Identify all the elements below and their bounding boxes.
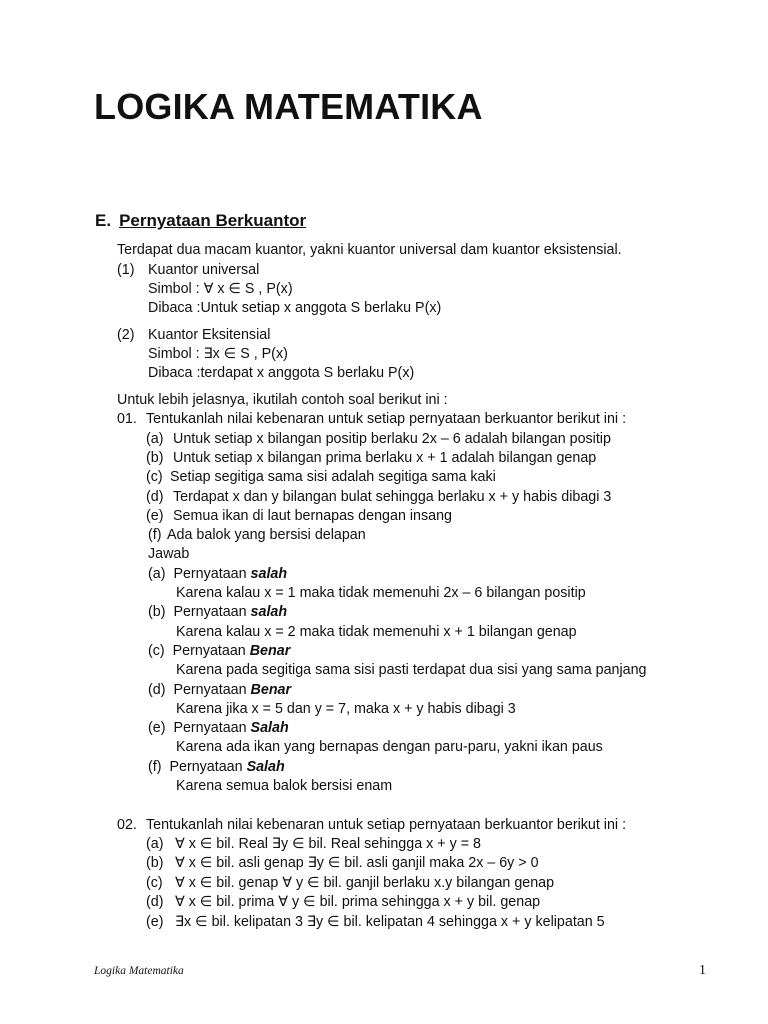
answer-label-d: (d) xyxy=(148,682,166,698)
answer-c xyxy=(148,642,290,661)
quantifier-1-symbol: Simbol : ∀ x ∈ S , P(x) xyxy=(148,281,293,297)
answer-e xyxy=(148,719,289,738)
footer-title: Logika Matematika xyxy=(94,965,184,977)
question-1-num: 01. xyxy=(117,411,137,427)
answer-d xyxy=(148,681,291,700)
question-2-prompt: Tentukanlah nilai kebenaran untuk setiap pernyataan berkuantor berikut ini : xyxy=(146,817,627,833)
answer-label-a: (a) xyxy=(148,566,166,582)
answer-verdict: Salah xyxy=(246,759,285,775)
q2-item-label: (c) xyxy=(146,875,163,891)
q2-item-label: (a) xyxy=(146,836,164,852)
answer-prefix: Pernyataan xyxy=(173,720,247,736)
page-number: 1 xyxy=(699,963,706,978)
answer-prefix: Pernyataan xyxy=(173,682,247,698)
quantifier-1-num: (1) xyxy=(117,262,135,278)
answer-label: Jawab xyxy=(148,546,190,562)
q1-item-text: Semua ikan di laut bernapas dengan insang xyxy=(173,508,452,524)
answer-verdict: salah xyxy=(250,566,288,582)
answer-reason: Karena ada ikan yang bernapas dengan paru-paru, yakni ikan paus xyxy=(176,739,603,755)
q1-item-label: (c) xyxy=(146,469,163,485)
q1-item-label: (f) xyxy=(148,527,162,543)
answer-reason: Karena semua balok bersisi enam xyxy=(176,778,393,794)
answer-reason: Karena jika x = 5 dan y = 7, maka x + y habis dibagi 3 xyxy=(176,701,516,717)
page-title: LOGIKA MATEMATIKA xyxy=(94,86,483,127)
examples-intro: Untuk lebih jelasnya, ikutilah contoh soal berikut ini : xyxy=(117,392,448,408)
q2-item-text: ∀ x ∈ bil. genap ∀ y ∈ bil. ganjil berlaku x.y bilangan genap xyxy=(175,875,555,891)
quantifier-2-symbol: Simbol : ∃x ∈ S , P(x) xyxy=(148,346,288,362)
answer-f xyxy=(148,758,285,777)
q1-item-text: Untuk setiap x bilangan positip berlaku 2x – 6 adalah bilangan positip xyxy=(173,431,611,447)
answer-reason: Karena kalau x = 2 maka tidak memenuhi x + 1 bilangan genap xyxy=(176,624,577,640)
quantifier-2-num: (2) xyxy=(117,327,135,343)
answer-verdict: salah xyxy=(250,604,288,620)
answer-verdict: Benar xyxy=(250,682,292,698)
q2-item-text: ∀ x ∈ bil. prima ∀ y ∈ bil. prima sehingga x + y bil. genap xyxy=(175,894,541,910)
answer-label-f: (f) xyxy=(148,759,162,775)
answer-prefix: Pernyataan xyxy=(173,566,247,582)
section-heading xyxy=(95,211,306,231)
q1-item-label: (d) xyxy=(146,489,164,505)
q2-item-label: (e) xyxy=(146,914,164,930)
answer-reason: Karena pada segitiga sama sisi pasti terdapat dua sisi yang sama panjang xyxy=(176,662,647,678)
q1-item-text: Ada balok yang bersisi delapan xyxy=(167,527,366,543)
q2-item-text: ∀ x ∈ bil. asli genap ∃y ∈ bil. asli ganjil maka 2x – 6y > 0 xyxy=(175,855,539,871)
answer-verdict: Salah xyxy=(250,720,289,736)
q1-item-label: (b) xyxy=(146,450,164,466)
q2-item-text: ∃x ∈ bil. kelipatan 3 ∃y ∈ bil. kelipatan 4 sehingga x + y kelipatan 5 xyxy=(175,914,605,930)
q2-item-label: (d) xyxy=(146,894,164,910)
answer-b xyxy=(148,603,287,622)
answer-label-b: (b) xyxy=(148,604,166,620)
answer-reason: Karena kalau x = 1 maka tidak memenuhi 2x – 6 bilangan positip xyxy=(176,585,586,601)
q1-item-label: (e) xyxy=(146,508,164,524)
answer-prefix: Pernyataan xyxy=(169,759,243,775)
q1-item-label: (a) xyxy=(146,431,164,447)
section-title: Pernyataan Berkuantor xyxy=(119,211,307,230)
quantifier-2-read: Dibaca :terdapat x anggota S berlaku P(x) xyxy=(148,365,415,381)
quantifier-1-read: Dibaca :Untuk setiap x anggota S berlaku P(x) xyxy=(148,300,442,316)
quantifier-1-name: Kuantor universal xyxy=(148,262,260,278)
q1-item-text: Untuk setiap x bilangan prima berlaku x + 1 adalah bilangan genap xyxy=(173,450,597,466)
answer-a xyxy=(148,565,287,584)
answer-prefix: Pernyataan xyxy=(172,643,246,659)
answer-label-e: (e) xyxy=(148,720,166,736)
quantifier-2-name: Kuantor Eksitensial xyxy=(148,327,271,343)
question-1-prompt: Tentukanlah nilai kebenaran untuk setiap pernyataan berkuantor berikut ini : xyxy=(146,411,627,427)
answer-label-c: (c) xyxy=(148,643,165,659)
intro-text: Terdapat dua macam kuantor, yakni kuantor universal dam kuantor eksistensial. xyxy=(117,242,622,258)
q2-item-text: ∀ x ∈ bil. Real ∃y ∈ bil. Real sehingga x + y = 8 xyxy=(175,836,481,852)
answer-prefix: Pernyataan xyxy=(173,604,247,620)
answer-verdict: Benar xyxy=(249,643,291,659)
q1-item-text: Setiap segitiga sama sisi adalah segitiga sama kaki xyxy=(170,469,496,485)
q2-item-label: (b) xyxy=(146,855,164,871)
question-2-num: 02. xyxy=(117,817,137,833)
section-marker: E. xyxy=(95,211,112,230)
q1-item-text: Terdapat x dan y bilangan bulat sehingga berlaku x + y habis dibagi 3 xyxy=(173,489,612,505)
